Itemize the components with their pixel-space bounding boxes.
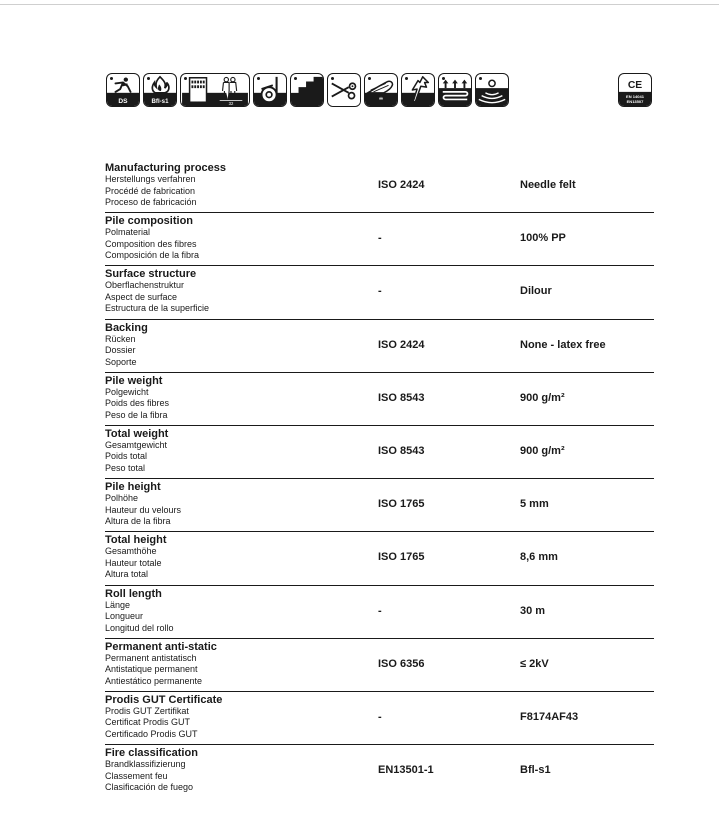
spec-row-pile-weight xyxy=(105,373,654,426)
row-label-es: Clasificación de fuego xyxy=(105,782,194,793)
row-label: Fire classification xyxy=(105,747,198,760)
row-label-fr: Certificat Prodis GUT xyxy=(105,717,191,728)
row-label-de: Oberflachenstruktur xyxy=(105,280,185,291)
row-value: Dilour xyxy=(520,285,552,298)
row-label: Pile composition xyxy=(105,215,194,228)
row-label-de: Brandklassifizierung xyxy=(105,759,186,770)
row-label-fr: Composition des fibres xyxy=(105,238,197,249)
row-value: 5 mm xyxy=(520,498,549,511)
row-standard: ISO 1765 xyxy=(378,498,425,511)
svg-text:Bfl-s1: Bfl-s1 xyxy=(151,98,169,106)
row-label-de: Gesamthöhe xyxy=(105,546,157,557)
svg-text:DS: DS xyxy=(118,98,128,106)
row-label: Total height xyxy=(105,534,167,547)
row-label-de: Gesamtgewicht xyxy=(105,439,168,450)
row-standard: ISO 8543 xyxy=(378,391,425,404)
row-standard: - xyxy=(378,710,382,723)
top-divider xyxy=(0,4,719,5)
hand-touch-icon xyxy=(364,73,398,107)
spec-row-pile-composition xyxy=(105,213,654,266)
antistatic-icon xyxy=(401,73,435,107)
product-icons-row xyxy=(106,73,654,108)
row-label-es: Peso de la fibra xyxy=(105,409,168,420)
row-label-fr: Poids des fibres xyxy=(105,398,170,409)
ce-mark-icon xyxy=(618,73,652,107)
row-label: Surface structure xyxy=(105,268,197,281)
spec-row-prodis-gut-certificate xyxy=(105,692,654,745)
row-value: Bfl-s1 xyxy=(520,764,551,777)
row-label-de: Prodis GUT Zertifikat xyxy=(105,705,189,716)
row-label-fr: Classement feu xyxy=(105,770,168,781)
row-standard: - xyxy=(378,285,382,298)
row-label-es: Antiestático permanente xyxy=(105,675,203,686)
spec-row-surface-structure xyxy=(105,266,654,319)
spec-row-permanent-anti-static xyxy=(105,639,654,692)
row-label: Prodis GUT Certificate xyxy=(105,693,223,706)
row-value: 900 g/m² xyxy=(520,391,565,404)
row-label: Pile height xyxy=(105,481,161,494)
row-label-fr: Aspect de surface xyxy=(105,291,178,302)
svg-text:CE: CE xyxy=(627,80,643,92)
row-label-es: Proceso de fabricación xyxy=(105,197,197,207)
row-label-es: Longitud del rollo xyxy=(105,622,174,633)
spec-row-total-weight xyxy=(105,426,654,479)
row-value: ≤ 2kV xyxy=(520,657,549,670)
row-label-fr: Procédé de fabrication xyxy=(105,185,196,196)
specification-table xyxy=(105,160,654,798)
stairs-icon xyxy=(290,73,324,107)
row-label-fr: Antistatique permanent xyxy=(105,664,198,675)
row-value: 100% PP xyxy=(520,232,566,245)
row-label-de: Polhöhe xyxy=(105,493,139,504)
row-label-de: Länge xyxy=(105,599,131,610)
commercial-use-icon xyxy=(180,73,250,107)
cutting-icon xyxy=(327,73,361,107)
row-standard: - xyxy=(378,232,382,245)
svg-text:EN 14041: EN 14041 xyxy=(626,94,644,99)
spec-row-manufacturing-process xyxy=(105,160,654,213)
row-value: 30 m xyxy=(520,604,546,617)
row-label: Roll length xyxy=(105,587,162,600)
row-label-de: Polgewicht xyxy=(105,386,149,397)
row-label: Pile weight xyxy=(105,374,163,387)
row-value: F8174AF43 xyxy=(520,710,579,723)
fire-icon xyxy=(143,73,177,107)
row-standard: ISO 6356 xyxy=(378,657,425,670)
row-label-es: Altura de la fibra xyxy=(105,516,171,527)
row-label: Backing xyxy=(105,321,148,334)
spec-row-fire-classification xyxy=(105,745,654,798)
row-label-de: Rücken xyxy=(105,333,136,344)
row-standard: ISO 1765 xyxy=(378,551,425,564)
row-label-de: Herstellungs verfahren xyxy=(105,174,196,184)
row-standard: ISO 2424 xyxy=(378,179,425,191)
row-label-de: Permanent antistatisch xyxy=(105,652,197,663)
slip-resistance-icon xyxy=(106,73,140,107)
acoustic-icon xyxy=(475,73,509,107)
svg-text:32: 32 xyxy=(228,101,234,106)
row-label: Permanent anti-static xyxy=(105,640,217,653)
row-label-es: Composición de la fibra xyxy=(105,250,200,261)
svg-text:EN13507: EN13507 xyxy=(626,99,644,105)
row-standard: ISO 2424 xyxy=(378,338,425,351)
row-label: Manufacturing process xyxy=(105,162,227,174)
row-label-es: Certificado Prodis GUT xyxy=(105,728,198,739)
row-value: 900 g/m² xyxy=(520,444,565,457)
spec-row-total-height xyxy=(105,532,654,585)
row-standard: EN13501-1 xyxy=(378,764,434,777)
row-standard: ISO 8543 xyxy=(378,444,425,457)
row-label-es: Altura total xyxy=(105,569,149,580)
castor-chair-icon xyxy=(253,73,287,107)
spec-row-pile-height xyxy=(105,479,654,532)
spec-row-roll-length xyxy=(105,586,654,639)
row-value: None - latex free xyxy=(520,338,606,351)
row-value: Needle felt xyxy=(520,179,576,191)
row-label-fr: Hauteur totale xyxy=(105,557,162,568)
row-label-de: Polmaterial xyxy=(105,227,151,238)
row-label-fr: Poids total xyxy=(105,451,148,462)
row-label-es: Peso total xyxy=(105,462,146,473)
row-label-fr: Hauteur du velours xyxy=(105,504,182,515)
row-label-fr: Dossier xyxy=(105,345,136,356)
underfloor-heating-icon xyxy=(438,73,472,107)
row-label-es: Soporte xyxy=(105,356,137,367)
row-standard: - xyxy=(378,604,382,617)
row-label-fr: Longueur xyxy=(105,611,144,621)
row-label: Total weight xyxy=(105,427,169,440)
row-label-es: Estructura de la superficie xyxy=(105,303,210,314)
spec-row-backing xyxy=(105,320,654,373)
row-value: 8,6 mm xyxy=(520,551,558,564)
